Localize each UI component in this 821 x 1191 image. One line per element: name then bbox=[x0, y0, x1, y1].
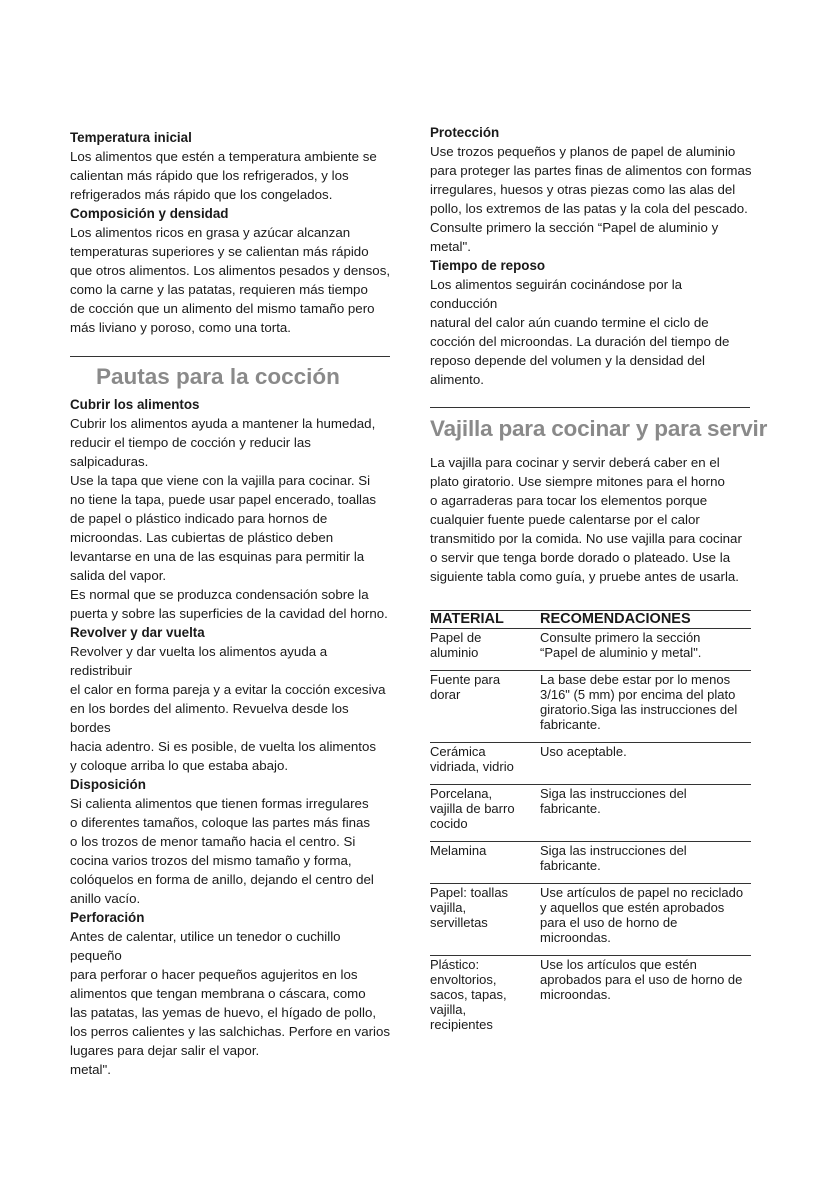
material-cell bbox=[430, 785, 540, 842]
column-header-recomendaciones: RECOMENDACIONES bbox=[540, 611, 691, 627]
recommendation-cell bbox=[540, 842, 751, 884]
text-line: hacia adentro. Si es posible, de vuelta los alimentos bbox=[70, 739, 377, 754]
recommendation-text: Siga las instrucciones del bbox=[540, 843, 687, 858]
text-line: para proteger las partes finas de alimentos con formas bbox=[430, 163, 752, 178]
material-text: dorar bbox=[430, 687, 461, 702]
table-row bbox=[430, 884, 751, 956]
paragraph-disposicion bbox=[70, 794, 392, 908]
recommendation-text: giratorio.Siga las instrucciones del bbox=[540, 702, 738, 717]
recommendation-cell bbox=[540, 671, 751, 743]
text-line: Cubrir los alimentos ayuda a mantener la humedad, bbox=[70, 416, 376, 431]
material-cell bbox=[430, 671, 540, 743]
text-line: alimento. bbox=[430, 372, 484, 387]
material-text: servilletas bbox=[430, 915, 488, 930]
text-line: cocción del microondas. La duración del tiempo de bbox=[430, 334, 730, 349]
text-line: o agarraderas para tocar los elementos porque bbox=[430, 493, 708, 508]
section-divider bbox=[430, 407, 750, 408]
recommendation-text: microondas. bbox=[540, 987, 611, 1002]
material-text: vajilla de barro bbox=[430, 801, 515, 816]
text-line: cualquier fuente puede calentarse por el calor bbox=[430, 512, 700, 527]
recommendation-cell bbox=[540, 956, 751, 1043]
material-text: Plástico: bbox=[430, 957, 480, 972]
text-line: levantarse en una de las esquinas para permitir la bbox=[70, 549, 365, 564]
text-line: que otros alimentos. Los alimentos pesados y densos, bbox=[70, 263, 391, 278]
paragraph-composicion bbox=[70, 223, 392, 337]
heading-perforacion: Perforación bbox=[70, 910, 145, 925]
paragraph-revolver bbox=[70, 642, 392, 775]
heading-composicion: Composición y densidad bbox=[70, 206, 229, 221]
text-line: las patatas, las yemas de huevo, el hígado de pollo, bbox=[70, 1005, 377, 1020]
recommendation-text: microondas. bbox=[540, 930, 611, 945]
table-row bbox=[430, 629, 751, 671]
material-text: Melamina bbox=[430, 843, 487, 858]
text-line: metal". bbox=[430, 239, 471, 254]
text-line: Use trozos pequeños y planos de papel de aluminio bbox=[430, 144, 736, 159]
text-line: colóquelos en forma de anillo, dejando el centro del bbox=[70, 872, 374, 887]
text-line: temperaturas superiores y se calientan más rápido bbox=[70, 244, 369, 259]
text-line: o los trozos de menor tamaño hacia el centro. Si bbox=[70, 834, 356, 849]
text-line: Los alimentos seguirán cocinándose por la conducción bbox=[430, 277, 683, 311]
table-row bbox=[430, 743, 751, 785]
text-line: reposo depende del volumen y la densidad del bbox=[430, 353, 706, 368]
recommendation-cell bbox=[540, 629, 751, 671]
material-cell bbox=[430, 743, 540, 785]
text-line: irregulares, huesos y otras piezas como las alas del bbox=[430, 182, 736, 197]
table-body bbox=[430, 629, 751, 1043]
text-line: más liviano y poroso, como una torta. bbox=[70, 320, 291, 335]
table-row bbox=[430, 671, 751, 743]
material-cell bbox=[430, 884, 540, 956]
recommendation-text: fabricante. bbox=[540, 858, 601, 873]
recommendation-cell bbox=[540, 743, 751, 785]
material-text: Porcelana, bbox=[430, 786, 493, 801]
paragraph-cubrir bbox=[70, 414, 392, 623]
paragraph-perforacion bbox=[70, 927, 392, 1079]
recommendation-text: “Papel de aluminio y metal". bbox=[540, 645, 702, 660]
text-line: o diferentes tamaños, coloque las partes más finas bbox=[70, 815, 371, 830]
text-line: anillo vacío. bbox=[70, 891, 141, 906]
text-line: refrigerados más rápido que los congelados. bbox=[70, 187, 333, 202]
left-column bbox=[70, 128, 392, 1079]
recommendation-text: Consulte primero la sección bbox=[540, 630, 701, 645]
text-line: pollo, los extremos de las patas y la cola del pescado. bbox=[430, 201, 748, 216]
material-cell bbox=[430, 956, 540, 1043]
right-column bbox=[430, 123, 768, 1042]
material-text: Cerámica bbox=[430, 744, 486, 759]
material-text: recipientes bbox=[430, 1017, 493, 1032]
paragraph-temperatura-inicial bbox=[70, 147, 392, 204]
text-line: en los bordes del alimento. Revuelva desde los bordes bbox=[70, 701, 349, 735]
table-row bbox=[430, 785, 751, 842]
recommendation-text: fabricante. bbox=[540, 801, 601, 816]
heading-revolver: Revolver y dar vuelta bbox=[70, 625, 205, 640]
text-line: para perforar o hacer pequeños agujeritos en los bbox=[70, 967, 358, 982]
paragraph-tiempo-reposo bbox=[430, 275, 752, 389]
material-table bbox=[430, 610, 751, 1042]
material-text: aluminio bbox=[430, 645, 479, 660]
heading-tiempo-reposo: Tiempo de reposo bbox=[430, 258, 546, 273]
heading-cubrir: Cubrir los alimentos bbox=[70, 397, 200, 412]
recommendation-text: y aquellos que estén aprobados bbox=[540, 900, 725, 915]
text-line: plato giratorio. Use siempre mitones para el horno bbox=[430, 474, 725, 489]
material-text: sacos, tapas, bbox=[430, 987, 507, 1002]
material-text: Papel de bbox=[430, 630, 482, 645]
text-line: La vajilla para cocinar y servir deberá caber en el bbox=[430, 455, 720, 470]
heading-proteccion: Protección bbox=[430, 125, 500, 140]
recommendation-text: fabricante. bbox=[540, 717, 601, 732]
material-text: cocido bbox=[430, 816, 468, 831]
text-line: Use la tapa que viene con la vajilla para cocinar. Si bbox=[70, 473, 371, 488]
section-divider bbox=[70, 356, 390, 357]
material-text: vajilla, bbox=[430, 900, 467, 915]
material-text: envoltorios, bbox=[430, 972, 497, 987]
text-line: o servir que tenga borde dorado o plateado. Use la bbox=[430, 550, 731, 565]
text-line: de papel o plástico indicado para hornos de bbox=[70, 511, 328, 526]
table-row bbox=[430, 956, 751, 1043]
text-line: salida del vapor. bbox=[70, 568, 167, 583]
text-line: metal". bbox=[70, 1062, 111, 1077]
text-line: siguiente tabla como guía, y pruebe antes de usarla. bbox=[430, 569, 739, 584]
recommendation-text: Use artículos de papel no reciclado bbox=[540, 885, 744, 900]
text-line: natural del calor aún cuando termine el ciclo de bbox=[430, 315, 709, 330]
material-cell bbox=[430, 842, 540, 884]
recommendation-text: Uso aceptable. bbox=[540, 744, 627, 759]
recommendation-text: 3/16" (5 mm) por encima del plato bbox=[540, 687, 736, 702]
text-line: como la carne y las patatas, requieren más tiempo bbox=[70, 282, 368, 297]
recommendation-text: La base debe estar por lo menos bbox=[540, 672, 731, 687]
paragraph-vajilla-intro bbox=[430, 453, 752, 586]
text-line: Si calienta alimentos que tienen formas irregulares bbox=[70, 796, 369, 811]
section-title-pautas: Pautas para la cocción bbox=[96, 364, 340, 389]
text-line: lugares para dejar salir el vapor. bbox=[70, 1043, 260, 1058]
material-text: Papel: toallas bbox=[430, 885, 509, 900]
text-line: Los alimentos ricos en grasa y azúcar alcanzan bbox=[70, 225, 351, 240]
recommendation-text: Use los artículos que estén bbox=[540, 957, 697, 972]
text-line: Los alimentos que estén a temperatura ambiente se bbox=[70, 149, 377, 164]
text-line: cocina varios trozos del mismo tamaño y forma, bbox=[70, 853, 352, 868]
text-line: reducir el tiempo de cocción y reducir las salpicaduras. bbox=[70, 435, 311, 469]
column-header-material: MATERIAL bbox=[430, 611, 504, 627]
heading-temperatura-inicial: Temperatura inicial bbox=[70, 130, 192, 145]
text-line: Antes de calentar, utilice un tenedor o cuchillo pequeño bbox=[70, 929, 341, 963]
recommendation-text: Siga las instrucciones del bbox=[540, 786, 687, 801]
section-title-vajilla: Vajilla para cocinar y para servir bbox=[430, 416, 768, 441]
text-line: microondas. Las cubiertas de plástico deben bbox=[70, 530, 334, 545]
text-line: alimentos que tengan membrana o cáscara, como bbox=[70, 986, 366, 1001]
text-line: no tiene la tapa, puede usar papel encerado, toallas bbox=[70, 492, 377, 507]
material-cell bbox=[430, 629, 540, 671]
paragraph-proteccion bbox=[430, 142, 752, 256]
recommendation-cell bbox=[540, 785, 751, 842]
text-line: calientan más rápido que los refrigerados, y los bbox=[70, 168, 349, 183]
material-text: Fuente para bbox=[430, 672, 501, 687]
text-line: transmitido por la comida. No use vajilla para cocinar bbox=[430, 531, 742, 546]
text-line: el calor en forma pareja y a evitar la cocción excesiva bbox=[70, 682, 386, 697]
text-line: Es normal que se produzca condensación sobre la bbox=[70, 587, 369, 602]
text-line: Consulte primero la sección “Papel de aluminio y bbox=[430, 220, 719, 235]
recommendation-cell bbox=[540, 884, 751, 956]
recommendation-text: para el uso de horno de bbox=[540, 915, 678, 930]
text-line: puerta y sobre las superficies de la cavidad del horno. bbox=[70, 606, 388, 621]
recommendation-text: aprobados para el uso de horno de bbox=[540, 972, 743, 987]
text-line: Revolver y dar vuelta los alimentos ayuda a redistribuir bbox=[70, 644, 328, 678]
material-text: vajilla, bbox=[430, 1002, 467, 1017]
heading-disposicion: Disposición bbox=[70, 777, 146, 792]
material-text: vidriada, vidrio bbox=[430, 759, 514, 774]
text-line: y coloque arriba lo que estaba abajo. bbox=[70, 758, 289, 773]
text-line: de cocción que un alimento del mismo tamaño pero bbox=[70, 301, 375, 316]
text-line: los perros calientes y las salchichas. Perfore en varios bbox=[70, 1024, 391, 1039]
table-row bbox=[430, 842, 751, 884]
